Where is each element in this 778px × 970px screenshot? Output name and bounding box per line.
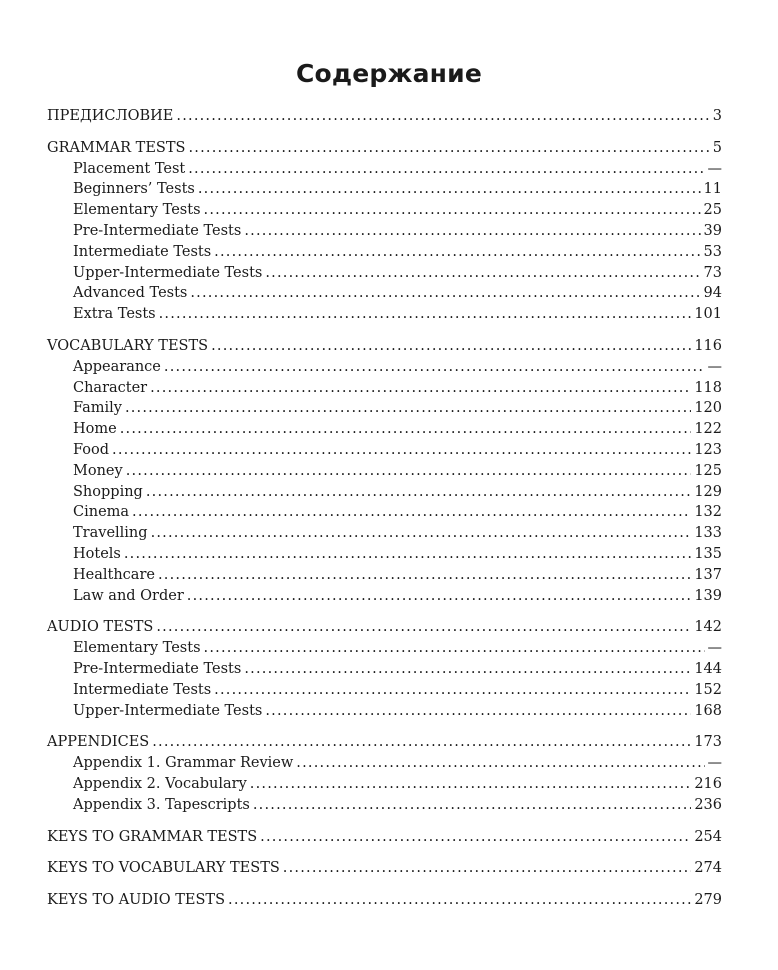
- dot-leader: [164, 357, 705, 378]
- dot-leader: [125, 398, 691, 419]
- toc-page-number: 133: [694, 525, 722, 542]
- toc-page-number: 216: [694, 775, 722, 792]
- toc-subentry: [47, 419, 722, 440]
- dot-leader: [228, 890, 691, 911]
- toc-subentry: [47, 221, 722, 242]
- toc-section-heading: [47, 336, 722, 357]
- toc-subentry: [47, 179, 722, 200]
- dot-leader: [152, 732, 691, 753]
- toc-entry-label: Money: [73, 462, 123, 479]
- toc-entry-label: Placement Test: [73, 160, 186, 177]
- toc-subentry: [47, 502, 722, 523]
- dot-leader: [190, 283, 700, 304]
- toc-entry-label: ПРЕДИСЛОВИЕ: [47, 108, 174, 124]
- table-of-contents: [47, 106, 722, 922]
- toc-entry-label: Pre-Intermediate Tests: [73, 222, 242, 239]
- toc-entry-label: Character: [73, 379, 148, 396]
- toc-subentry: [47, 304, 722, 325]
- toc-page-number: 73: [703, 264, 722, 281]
- toc-page-number: —: [707, 755, 722, 772]
- toc-section-heading: [47, 617, 722, 638]
- dot-leader: [265, 701, 691, 722]
- toc-page-number: —: [707, 640, 722, 657]
- toc-page-number: 144: [694, 660, 722, 677]
- toc-entry-label: AUDIO TESTS: [47, 619, 154, 636]
- toc-entry-label: Upper-Intermediate Tests: [73, 702, 263, 719]
- toc-subentry: [47, 398, 722, 419]
- toc-entry-label: Food: [73, 441, 110, 458]
- toc-entry-label: Travelling: [73, 525, 148, 542]
- toc-subentry: [47, 565, 722, 586]
- toc-entry-label: Appendix 1. Grammar Review: [73, 755, 294, 772]
- toc-entry-label: Upper-Intermediate Tests: [73, 264, 263, 281]
- toc-page-number: 236: [694, 796, 722, 813]
- dot-leader: [151, 523, 692, 544]
- dot-leader: [156, 617, 691, 638]
- toc-section: [47, 890, 722, 911]
- toc-subentry: [47, 753, 722, 774]
- toc-entry-label: Extra Tests: [73, 306, 156, 323]
- toc-subentry: [47, 586, 722, 607]
- toc-section: [47, 106, 722, 127]
- toc-entry-label: APPENDICES: [47, 734, 150, 751]
- dot-leader: [188, 138, 709, 159]
- toc-entry-label: GRAMMAR TESTS: [47, 139, 186, 156]
- toc-page-number: 120: [694, 400, 722, 417]
- toc-section: [47, 617, 722, 721]
- toc-entry-label: VOCABULARY TESTS: [47, 337, 209, 354]
- toc-page-number: 129: [694, 483, 722, 500]
- toc-subentry: [47, 283, 722, 304]
- dot-leader: [296, 753, 704, 774]
- toc-page-number: 279: [694, 892, 722, 909]
- toc-subentry: [47, 701, 722, 722]
- toc-entry-label: Healthcare: [73, 566, 155, 583]
- dot-leader: [211, 336, 691, 357]
- toc-subentry: [47, 159, 722, 180]
- dot-leader: [253, 795, 691, 816]
- toc-page-number: 25: [703, 202, 722, 219]
- toc-subentry: [47, 378, 722, 399]
- toc-section-heading: [47, 138, 722, 159]
- toc-section: [47, 336, 722, 606]
- toc-page-number: 123: [694, 441, 722, 458]
- toc-page-number: 39: [703, 222, 722, 239]
- toc-section: [47, 827, 722, 848]
- dot-leader: [126, 461, 692, 482]
- dot-leader: [265, 263, 700, 284]
- toc-section-heading: [47, 732, 722, 753]
- dot-leader: [244, 659, 691, 680]
- toc-page-number: 274: [694, 860, 722, 877]
- toc-subentry: [47, 523, 722, 544]
- toc-page-number: —: [707, 160, 722, 177]
- toc-entry-label: KEYS TO VOCABULARY TESTS: [47, 860, 280, 877]
- toc-entry-label: Advanced Tests: [73, 285, 188, 302]
- dot-leader: [187, 586, 692, 607]
- toc-section: [47, 138, 722, 325]
- toc-page-number: 3: [712, 108, 722, 124]
- toc-page-number: 122: [694, 421, 722, 438]
- toc-subentry: [47, 680, 722, 701]
- toc-entry-label: Appendix 2. Vocabulary: [73, 775, 247, 792]
- toc-entry-label: Intermediate Tests: [73, 243, 212, 260]
- toc-subentry: [47, 659, 722, 680]
- dot-leader: [112, 440, 691, 461]
- toc-section: [47, 732, 722, 815]
- dot-leader: [124, 544, 691, 565]
- toc-section: [47, 858, 722, 879]
- dot-leader: [244, 221, 700, 242]
- toc-entry-label: Pre-Intermediate Tests: [73, 660, 242, 677]
- toc-page-number: 118: [694, 379, 722, 396]
- toc-subentry: [47, 263, 722, 284]
- toc-page-number: 152: [694, 681, 722, 698]
- toc-entry-label: KEYS TO GRAMMAR TESTS: [47, 828, 258, 845]
- toc-subentry: [47, 461, 722, 482]
- toc-page-number: 135: [694, 545, 722, 562]
- dot-leader: [204, 638, 705, 659]
- dot-leader: [250, 774, 692, 795]
- toc-entry-label: Hotels: [73, 545, 121, 562]
- toc-page-number: 53: [703, 243, 722, 260]
- toc-page-number: 125: [694, 462, 722, 479]
- toc-entry-label: Intermediate Tests: [73, 681, 212, 698]
- toc-subentry: [47, 357, 722, 378]
- toc-page-number: 116: [694, 337, 722, 354]
- dot-leader: [132, 502, 691, 523]
- toc-subentry: [47, 200, 722, 221]
- toc-subentry: [47, 795, 722, 816]
- toc-section-heading: [47, 858, 722, 879]
- dot-leader: [198, 179, 701, 200]
- toc-section-heading: [47, 106, 722, 127]
- toc-page-number: 254: [694, 828, 722, 845]
- toc-entry-label: Elementary Tests: [73, 202, 201, 219]
- dot-leader: [159, 304, 692, 325]
- toc-section-heading: [47, 890, 722, 911]
- toc-section-heading: [47, 827, 722, 848]
- dot-leader: [214, 680, 691, 701]
- toc-page-number: 137: [694, 566, 722, 583]
- toc-page-number: 139: [694, 587, 722, 604]
- toc-page-number: 173: [694, 734, 722, 751]
- toc-entry-label: Appendix 3. Tapescripts: [73, 796, 250, 813]
- toc-entry-label: KEYS TO AUDIO TESTS: [47, 892, 226, 909]
- toc-page-number: —: [707, 358, 722, 375]
- toc-page-number: 101: [694, 306, 722, 323]
- toc-entry-label: Law and Order: [73, 587, 184, 604]
- toc-subentry: [47, 440, 722, 461]
- toc-page-number: 142: [694, 619, 722, 636]
- dot-leader: [188, 159, 704, 180]
- page-title: Содержание: [295, 59, 483, 88]
- toc-entry-label: Cinema: [73, 504, 130, 521]
- toc-page-number: 94: [703, 285, 722, 302]
- toc-page-number: 132: [694, 504, 722, 521]
- dot-leader: [158, 565, 691, 586]
- toc-entry-label: Beginners’ Tests: [73, 181, 195, 198]
- toc-page-number: 5: [712, 139, 722, 156]
- toc-entry-label: Shopping: [73, 483, 143, 500]
- dot-leader: [214, 242, 700, 263]
- dot-leader: [176, 106, 709, 127]
- dot-leader: [150, 378, 691, 399]
- dot-leader: [283, 858, 692, 879]
- toc-entry-label: Appearance: [73, 358, 161, 375]
- toc-entry-label: Family: [73, 400, 122, 417]
- toc-entry-label: Elementary Tests: [73, 640, 201, 657]
- toc-entry-label: Home: [73, 421, 117, 438]
- toc-page-number: 168: [694, 702, 722, 719]
- toc-subentry: [47, 482, 722, 503]
- dot-leader: [146, 482, 691, 503]
- toc-page-number: 11: [703, 181, 722, 198]
- toc-subentry: [47, 774, 722, 795]
- toc-subentry: [47, 544, 722, 565]
- toc-subentry: [47, 638, 722, 659]
- toc-subentry: [47, 242, 722, 263]
- dot-leader: [204, 200, 701, 221]
- dot-leader: [260, 827, 691, 848]
- dot-leader: [120, 419, 692, 440]
